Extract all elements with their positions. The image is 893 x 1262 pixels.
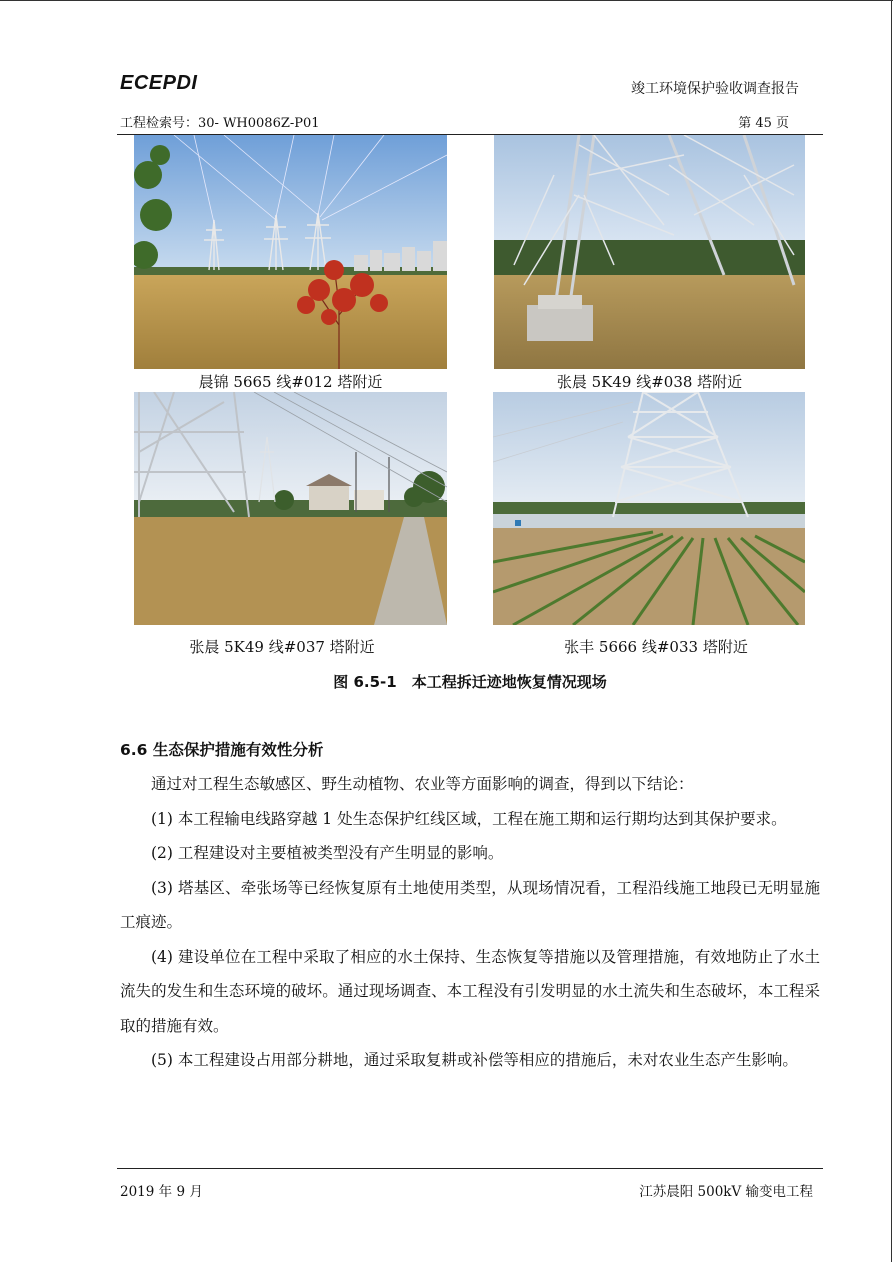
paragraph: (4) 建设单位在工程中采取了相应的水土保持、生态恢复等措施以及管理措施，有效地防止了水土流失的发生和生态环境的破坏。通过现场调查、本工程没有引发明显的水土流失和生态破坏，本工程采取的措施有效。 [120, 947, 820, 1035]
photo-caption: 晨锦 5665 线#012 塔附近 [198, 373, 383, 391]
paragraph: (3) 塔基区、牵张场等已经恢复原有土地使用类型，从现场情况看，工程沿线施工地段已无明显施工痕迹。 [120, 878, 820, 931]
paragraph: (2) 工程建设对主要植被类型没有产生明显的影响。 [151, 844, 504, 862]
page-number: 第 45 页 [738, 116, 789, 131]
paragraph: (5) 本工程建设占用部分耕地，通过采取复耕或补偿等相应的措施后，未对农业生态产生影响。 [151, 1051, 798, 1069]
company-logo: ECEPDI [120, 72, 198, 94]
section-heading: 6.6 生态保护措施有效性分析 [120, 741, 324, 759]
photo-caption: 张晨 5K49 线#038 塔附近 [556, 373, 743, 391]
paragraph: 通过对工程生态敏感区、野生动植物、农业等方面影响的调查，得到以下结论： [151, 775, 694, 793]
figure-title: 图 6.5-1 本工程拆迁迹地恢复情况现场 [333, 673, 607, 691]
photo-caption: 张丰 5666 线#033 塔附近 [564, 638, 748, 656]
page-border-top [0, 0, 893, 1]
footer-project-name: 江苏晨阳 500kV 输变电工程 [639, 1184, 813, 1200]
photo-tower-037 [134, 392, 447, 625]
photo-tower-033 [493, 392, 805, 625]
footer-divider [117, 1168, 823, 1169]
photo-tower-038 [494, 135, 805, 369]
page-border-right [891, 0, 892, 1262]
footer-date: 2019 年 9 月 [120, 1184, 203, 1200]
paragraph: (1) 本工程输电线路穿越 1 处生态保护红线区域，工程在施工期和运行期均达到其保护要求。 [151, 809, 787, 828]
section-body [120, 767, 820, 1078]
photo-tower-012 [134, 135, 447, 369]
project-code: 工程检索号：30- WH0086Z-P01 [120, 116, 320, 131]
report-title: 竣工环境保护验收调查报告 [631, 81, 799, 97]
photo-caption: 张晨 5K49 线#037 塔附近 [189, 638, 375, 656]
